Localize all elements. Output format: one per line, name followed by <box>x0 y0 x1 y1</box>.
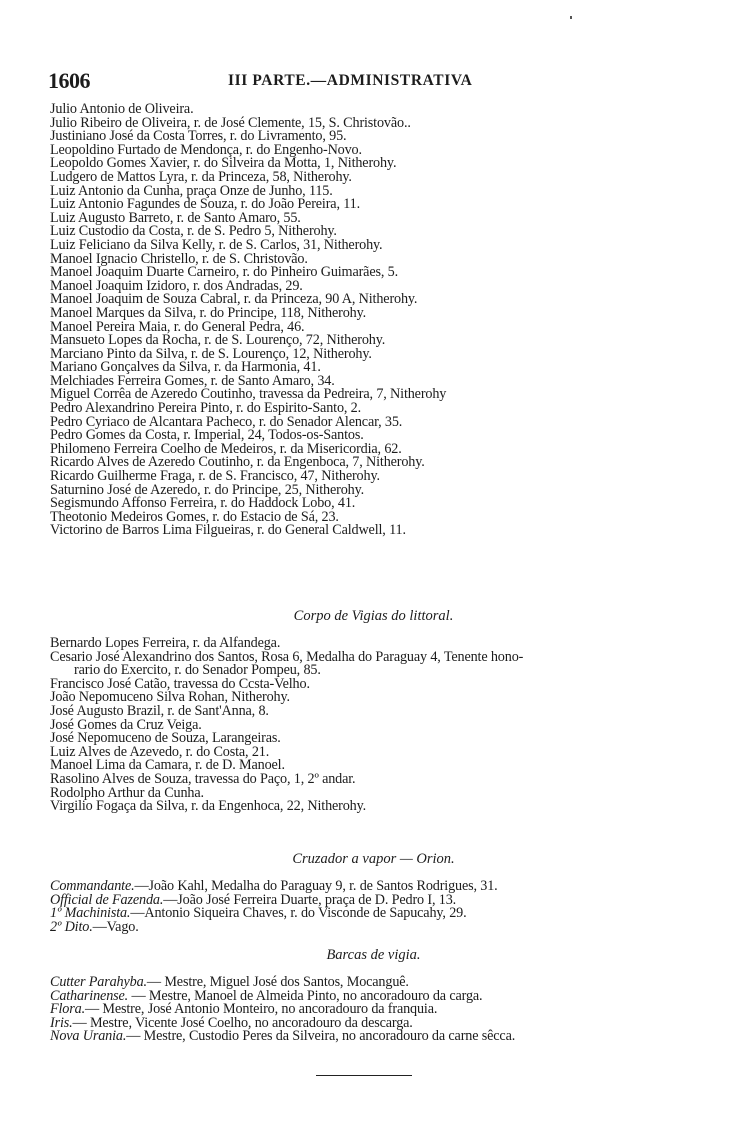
list-item: Luiz Antonio Fagundes de Souza, r. do João Pereira, 11. <box>50 196 360 213</box>
list-item: Manoel Lima da Camara, r. de D. Manoel. <box>50 757 285 774</box>
list-item: Manoel Joaquim Izidoro, r. dos Andradas, 29. <box>50 277 303 294</box>
barcas-list <box>50 976 710 1044</box>
list-item: Theotonio Medeiros Gomes, r. do Estacio de Sá, 23. <box>50 508 339 525</box>
list-item: Luiz Custodio da Costa, r. de S. Pedro 5, Nitherohy. <box>50 223 337 240</box>
page-number: 1606 <box>48 68 90 93</box>
list-item: José Gomes da Cruz Veiga. <box>50 716 202 733</box>
list-item: Luiz Antonio da Cunha, praça Onze de Junho, 115. <box>50 182 333 199</box>
role-detail: —João Kahl, Medalha do Paraguay 9, r. de Santos Rodrigues, 31. <box>134 878 498 894</box>
section-heading: Cruzador a vapor — Orion. <box>292 851 455 867</box>
list-item: Luiz Feliciano da Silva Kelly, r. de S. Carlos, 31, Nitherohy. <box>50 236 383 253</box>
list-item: Virgilio Fogaça da Silva, r. da Engenhoca, 22, Nitherohy. <box>50 798 367 815</box>
list-item: Mariano Gonçalves da Silva, r. da Harmonia, 41. <box>50 359 321 376</box>
boat-name: Iris. <box>50 1014 73 1031</box>
list-item: Rodolpho Arthur da Cunha. <box>50 784 204 801</box>
list-item: Julio Antonio de Oliveira. <box>50 101 194 117</box>
list-item: José Augusto Brazil, r. de Sant'Anna, 8. <box>50 702 269 719</box>
list-item: Ludgero de Mattos Lyra, r. da Princeza, 58, Nitherohy. <box>50 168 352 185</box>
page-header <box>48 68 708 94</box>
list-item: Manoel Joaquim de Souza Cabral, r. da Princeza, 90 A, Nitherohy. <box>50 291 418 308</box>
list-item: Philomeno Ferreira Coelho de Medeiros, r. da Misericordia, 62. <box>50 440 402 457</box>
list-item: Manoel Ignacio Christello, r. de S. Christovão. <box>50 250 308 267</box>
role-label: 1º Machinista. <box>50 905 131 922</box>
list-item: Segismundo Affonso Ferreira, r. do Haddock Lobo, 41. <box>50 495 356 512</box>
list-item: Leopoldo Gomes Xavier, r. do Silveira da Motta, 1, Nitherohy. <box>50 155 397 172</box>
list-item: Cesario José Alexandrino dos Santos, Rosa 6, Medalha do Paraguay 4, Tenente hono- <box>50 648 524 665</box>
list-item: Manoel Pereira Maia, r. do General Pedra, 46. <box>50 318 305 335</box>
role-label: Commandante. <box>50 878 135 894</box>
list-item <box>50 918 700 935</box>
list-item <box>50 1030 710 1044</box>
running-title: III PARTE.—ADMINISTRATIVA <box>228 72 473 89</box>
list-item: Francisco José Catão, travessa do Ccsta-Velho. <box>50 675 310 692</box>
boat-name: Catharinense. <box>50 987 129 1004</box>
role-detail: —Vago. <box>92 918 139 935</box>
list-item: Ricardo Guilherme Fraga, r. de S. Francisco, 47, Nitherohy. <box>50 468 380 485</box>
list-item: Luiz Alves de Azevedo, r. do Costa, 21. <box>50 743 270 760</box>
list-item: Rasolino Alves de Souza, travessa do Paço, 1, 2º andar. <box>50 770 356 787</box>
list-item: Ricardo Alves de Azeredo Coutinho, r. da Engenboca, 7, Nitherohy. <box>50 454 425 471</box>
list-item: Manoel Marques da Silva, r. do Principe, 118, Nitherohy. <box>50 304 367 321</box>
list-item: José Nepomuceno de Souza, Larangeiras. <box>50 730 281 747</box>
list-item: João Nepomuceno Silva Rohan, Nitherohy. <box>50 689 290 706</box>
role-label: 2º Dito. <box>50 918 93 935</box>
boat-detail: — Mestre, Miguel José dos Santos, Mocanguê. <box>146 974 409 990</box>
section-heading: Barcas de vigia. <box>326 947 421 963</box>
list-item: Bernardo Lopes Ferreira, r. da Alfandega. <box>50 635 281 651</box>
list-item: Pedro Gomes da Costa, r. Imperial, 24, Todos-os-Santos. <box>50 427 364 444</box>
list-item: Luiz Augusto Barreto, r. de Santo Amaro, 55. <box>50 209 301 226</box>
section-heading: Corpo de Vigias do littoral. <box>293 608 454 624</box>
list-item: Julio Ribeiro de Oliveira, r. de José Clemente, 15, S. Christovão.. <box>50 114 411 131</box>
boat-name: Nova Urania. <box>50 1028 127 1045</box>
role-detail: —Antonio Siqueira Chaves, r. do Visconde de Sapucahy, 29. <box>130 905 467 922</box>
list-item-continuation: rario do Exercito, r. do Senador Pompeu, 85. <box>74 662 321 679</box>
name-list <box>50 103 700 538</box>
role-detail: —João José Ferreira Duarte, praça de D. Pedro I, 13. <box>163 891 457 908</box>
role-label: Official de Fazenda. <box>50 891 164 908</box>
list-item: Victorino de Barros Lima Filgueiras, r. do General Caldwell, 11. <box>50 522 406 539</box>
list-item: Miguel Corrêa de Azeredo Coutinho, travessa da Pedreira, 7, Nitherohy <box>50 386 447 403</box>
boat-detail: — Mestre, Custodio Peres da Silveira, no ancoradouro da carne sêcca. <box>126 1028 516 1045</box>
list-item: Leopoldino Furtado de Mendonça, r. do Engenho-Novo. <box>50 141 362 158</box>
end-rule <box>316 1075 412 1076</box>
boat-detail: — Mestre, José Antonio Monteiro, no ancoradouro da franquia. <box>84 1001 438 1018</box>
list-item: Pedro Alexandrino Pereira Pinto, r. do Espirito-Santo, 2. <box>50 400 362 417</box>
boat-name: Flora. <box>50 1001 85 1018</box>
list-item: Manoel Joaquim Duarte Carneiro, r. do Pinheiro Guimarães, 5. <box>50 264 398 281</box>
list-item: Melchiades Ferreira Gomes, r. de Santo Amaro, 34. <box>50 372 335 389</box>
boat-name: Cutter Parahyba. <box>50 974 147 990</box>
list-item <box>50 907 700 921</box>
orion-crew-list <box>50 880 700 934</box>
boat-detail: — Mestre, Vicente José Coelho, no ancoradouro da descarga. <box>72 1014 413 1031</box>
boat-detail: — Mestre, Manoel de Almeida Pinto, no ancoradouro da carga. <box>128 987 483 1004</box>
vigias-list <box>50 637 710 814</box>
list-item: Mansueto Lopes da Rocha, r. de S. Lourenço, 72, Nitherohy. <box>50 332 386 349</box>
print-mark <box>570 16 572 19</box>
list-item: Marciano Pinto da Silva, r. de S. Lourenço, 12, Nitherohy. <box>50 345 372 362</box>
list-item: Pedro Cyriaco de Alcantara Pacheco, r. do Senador Alencar, 35. <box>50 413 403 430</box>
list-item: Saturnino José de Azeredo, r. do Principe, 25, Nitherohy. <box>50 481 365 498</box>
list-item: Justiniano José da Costa Torres, r. do Livramento, 95. <box>50 128 347 145</box>
